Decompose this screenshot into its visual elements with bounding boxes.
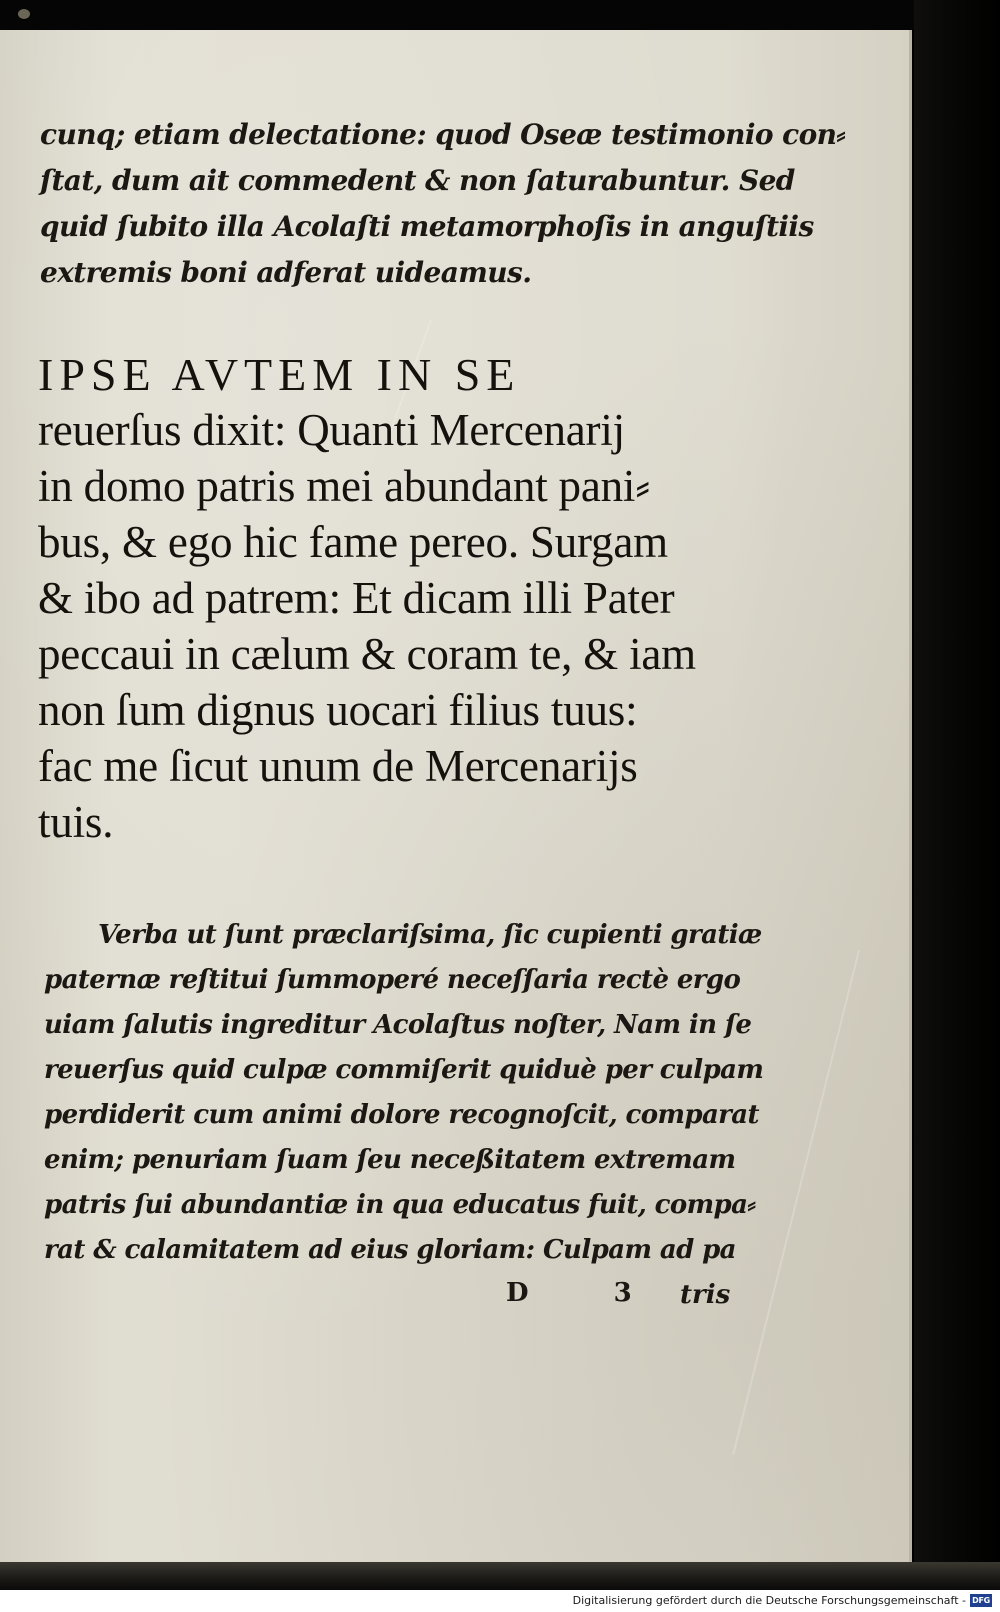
scan-top-margin: [0, 0, 1000, 30]
catchword: tris: [680, 1280, 731, 1310]
dfg-logo: DFG: [970, 1594, 992, 1607]
text-line: & ibo ad patrem: Et dicam illi Pater: [38, 573, 675, 623]
text-line: perdiderit cum animi dolore recognoſcit, comparat: [44, 1100, 759, 1130]
signature-mark: D 3: [506, 1278, 670, 1308]
text-line: in domo patris mei abundant pani⸗: [38, 461, 651, 511]
book-page: [0, 30, 912, 1562]
text-line: tuis.: [38, 797, 114, 847]
text-line: reuerſus dixit: Quanti Mercenarij: [38, 405, 625, 455]
text-line: bus, & ego hic fame pereo. Surgam: [38, 517, 668, 567]
text-line: paternæ reſtitui ſummoperé neceſſaria rectè ergo: [44, 965, 741, 995]
text-line: peccaui in cælum & coram te, & iam: [38, 629, 696, 679]
text-line: extremis boni adferat uideamus.: [40, 256, 532, 289]
text-line: IPSE AVTEM IN SE: [38, 349, 521, 400]
text-line: cunq; etiam delectatione: quod Oseæ testimonio con⸗: [40, 118, 846, 151]
digitization-footer: [0, 1590, 1000, 1612]
text-line: ſtat, dum ait commedent & non ſaturabuntur. Sed: [40, 164, 795, 197]
text-line: enim; penuriam ſuam ſeu neceßitatem extremam: [44, 1145, 736, 1175]
text-line: rat & calamitatem ad eius gloriam: Culpam ad pa: [44, 1235, 736, 1265]
scan-right-margin: [914, 0, 1000, 1590]
text-line: quid ſubito illa Acolaſti metamorphoſis in anguſtiis: [40, 210, 814, 243]
text-line: reuerſus quid culpæ commiſerit quiduè per culpam: [44, 1055, 764, 1085]
scan-bottom-margin: [0, 1562, 1000, 1590]
text-line: Verba ut ſunt præclariſsima, ſic cupienti gratiæ: [98, 920, 762, 950]
scan-speck: [18, 9, 30, 19]
text-line: non ſum dignus uocari filius tuus:: [38, 685, 638, 735]
funding-credit: Digitalisierung gefördert durch die Deutsche Forschungsgemeinschaft -: [572, 1594, 966, 1607]
text-line: uiam ſalutis ingreditur Acolaſtus noſter, Nam in ſe: [44, 1010, 752, 1040]
text-line: patris ſui abundantiæ in qua educatus fuit, compa⸗: [44, 1190, 756, 1220]
text-line: fac me ſicut unum de Mercenarijs: [38, 741, 638, 791]
